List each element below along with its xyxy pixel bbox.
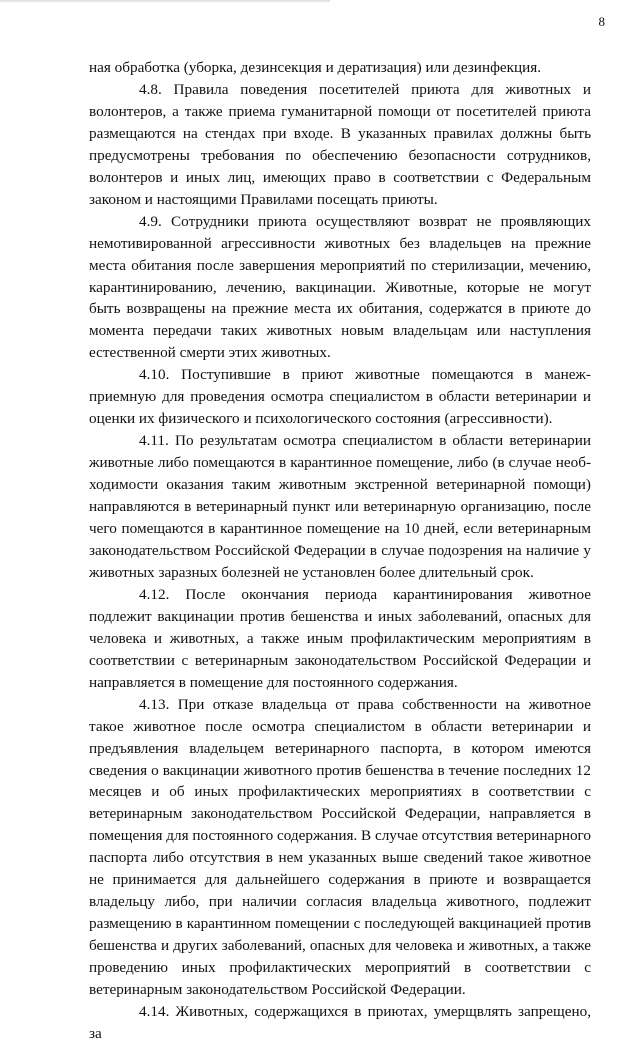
scan-edge-shadow: [0, 0, 330, 3]
paragraph-4-8: 4.8. Правила поведения посетителей приюта для животных и волонтеров, а также приема гуманитарной помощи от посетителей приюта размещаются на стендах при входе. В указанных правилах должны быть предусмотрены требования по обеспечению безопасности сотрудников, волонтеров и иных лиц, имеющих право в соответствии с Федеральным законом и настоящими Правилами посещать приюты.: [89, 80, 591, 208]
paragraph-continuation: ная обработка (уборка, дезинсекция и дератизация) или дезинфекция.: [89, 59, 542, 76]
paragraph-4-12: 4.12. После окончания периода карантинирования животное подлежит вакцинации против бешенства и иных заболеваний, опасных для человека и животных, а также иным профилактическим мероприятиям в соответствии с ветеринарным законодательством Российской Федерации и направляется в помещение для постоянного содержания.: [89, 585, 591, 691]
paragraph-4-11: 4.11. По результатам осмотра специалистом в области ветеринарии животные либо помещаются в карантинное помещение, либо (в случае необходимости оказания таким животным экстренной ветеринарной помощи) направляются в ветеринарный пункт или ветеринарную организацию, после чего помещаются в карантинное помещение на 10 дней, если ветеринарным законодательством Российской Федерации в случае подозрения на наличие у животных заразных болезней не установлен более длительный срок.: [89, 432, 591, 581]
paragraph-4-14: 4.14. Животных, содержащихся в приютах, умерщвлять запрещено, за: [89, 1002, 591, 1042]
body-text: [89, 57, 591, 1045]
paragraph-4-9: 4.9. Сотрудники приюта осуществляют возврат не проявляющих немотивированной агрессивности животных без владельцев на прежние места обитания после завершения мероприятий по стерилизации, мечению, карантинированию, лечению, вакцинации. Животные, которые не могут быть возвращены на прежние места их обитания, содержатся в приюте до момента передачи таких животных новым владельцам или наступления естественной смерти этих животных.: [89, 212, 591, 362]
paragraph-4-10: 4.10. Поступившие в приют животные помещаются в манеж-приемную для проведения осмотра специалистом в области ветеринарии и оценки их физического и психологического состояния (агрессивности).: [89, 366, 591, 428]
page-number: 8: [598, 14, 605, 29]
paragraph-4-13: 4.13. При отказе владельца от права собственности на животное такое животное после осмотра специалистом в области ветеринарии и предъявления владельцем ветеринарного паспорта, в котором имеются сведения о вакцинации животного против бешенства в течение последних 12 месяцев и об иных профилактических мероприятиях в соответствии с ветеринарным законодательством Российской Федерации, направляется в помещения для постоянного содержания. В случае отсутствия ветеринарного паспорта либо отсутствия в нем указанных выше сведений такое животное не принимается для дальнейшего содержания в приюте и возвращается владельцу либо, при наличии согласия владельца животного, подлежит размещению в карантинном помещении с последующей вакцинацией против бешенства и других заболеваний, опасных для человека и животных, а также проведению иных профилактических мероприятий в соответствии с ветеринарным законодательством Российской Федерации.: [89, 695, 591, 999]
